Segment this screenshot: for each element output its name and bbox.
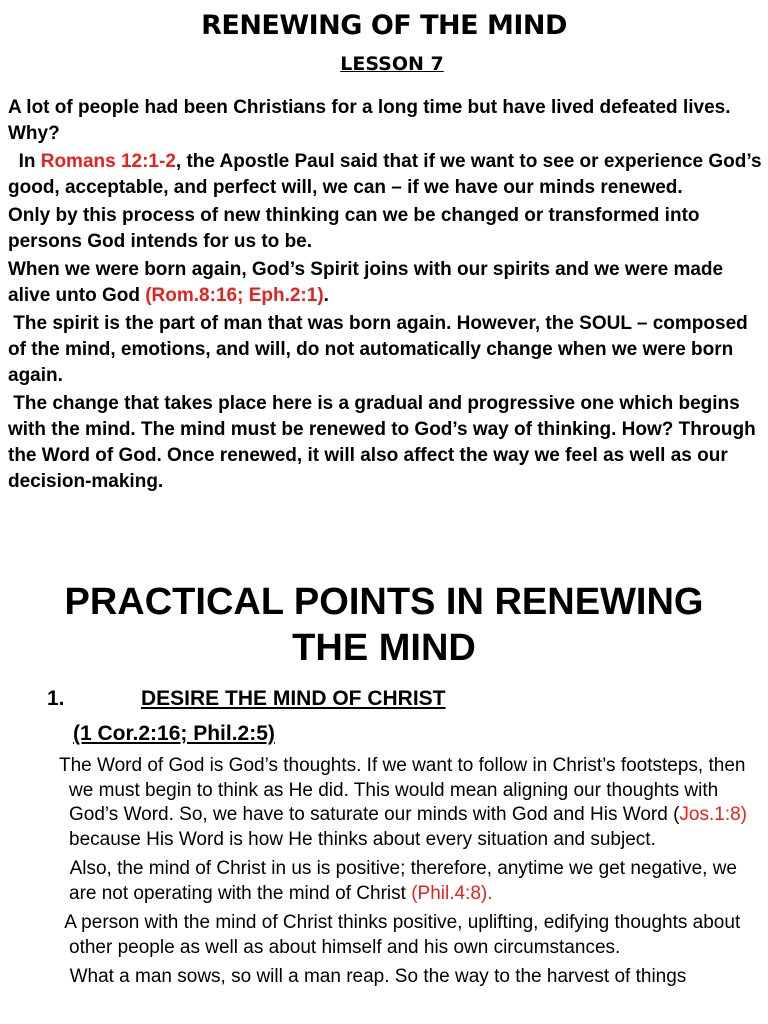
scripture-reference: (Rom.8:16; Eph.2:1): [145, 285, 324, 307]
intro-paragraph: [8, 311, 766, 388]
point-reference: (1 Cor.2:16; Phil.2:5): [73, 722, 275, 745]
scripture-reference: Romans 12:1-2: [40, 151, 176, 173]
intro-text: The change that takes place here is a gradual and progressive one which begins with the mind. The mind must be renewed to God’s way of thinking. How? Through the Word of God. Once renewed, it will also affect the way we feel as well as our decision-making.: [8, 393, 756, 492]
intro-text: The spirit is the part of man that was born again. However, the SOUL – composed of the mind, emotions, and will, do not automatically change when we were born again.: [8, 313, 748, 386]
intro-text: , the Apostle Paul said that if we want to see or experience God’s good, acceptable, and perfect will, we can – if we have our minds renewed.: [8, 151, 762, 198]
body-paragraph: [53, 754, 765, 852]
body-paragraph: [53, 911, 765, 960]
section-heading-line: PRACTICAL POINTS IN RENEWING: [64, 581, 704, 623]
intro-text: .: [323, 285, 329, 307]
intro-text: In: [18, 151, 41, 173]
intro-paragraph: A lot of people had been Christians for a long time but have lived defeated lives. Why?: [8, 97, 731, 144]
body-text: because His Word is how He thinks about every situation and subject.: [69, 828, 656, 850]
intro-paragraph: [8, 149, 766, 201]
body-paragraph: [53, 857, 765, 906]
point-number: 1.: [47, 687, 65, 710]
lesson-subtitle: LESSON 7: [340, 53, 444, 75]
intro-text: When we were born again, God’s Spirit joins with our spirits and we were made alive unto God: [8, 259, 724, 307]
body-text: What a man sows, so will a man reap. So the way to the harvest of things: [69, 966, 687, 987]
section-heading: [0, 579, 768, 671]
point-body: [53, 754, 765, 995]
scripture-reference: Jos.1:8): [679, 804, 747, 825]
scripture-reference: (Phil.4:8).: [411, 882, 493, 904]
body-text: Also, the mind of Christ in us is positive; therefore, anytime we get negative, we are not operating with the mind of Christ: [69, 858, 737, 904]
body-text: The Word of God is God’s thoughts. If we want to follow in Christ’s footsteps, then we must begin to think as He did. This would mean aligning our thoughts with God’s Word. So, we have to saturate our minds with God and His Word (: [59, 755, 746, 825]
body-paragraph: [53, 965, 765, 990]
page-title: RENEWING OF THE MIND: [201, 10, 567, 41]
intro-paragraph: Only by this process of new thinking can we be changed or transformed into persons God intends for us to be.: [8, 205, 700, 252]
intro-paragraph: [8, 257, 766, 309]
intro-section: [8, 95, 766, 497]
point-title: DESIRE THE MIND OF CHRIST: [141, 687, 446, 710]
body-text: A person with the mind of Christ thinks positive, uplifting, edifying thoughts about other people as well as about himself and his own circumstances.: [64, 912, 741, 958]
intro-paragraph: [8, 391, 766, 494]
section-heading-line: THE MIND: [292, 627, 476, 669]
